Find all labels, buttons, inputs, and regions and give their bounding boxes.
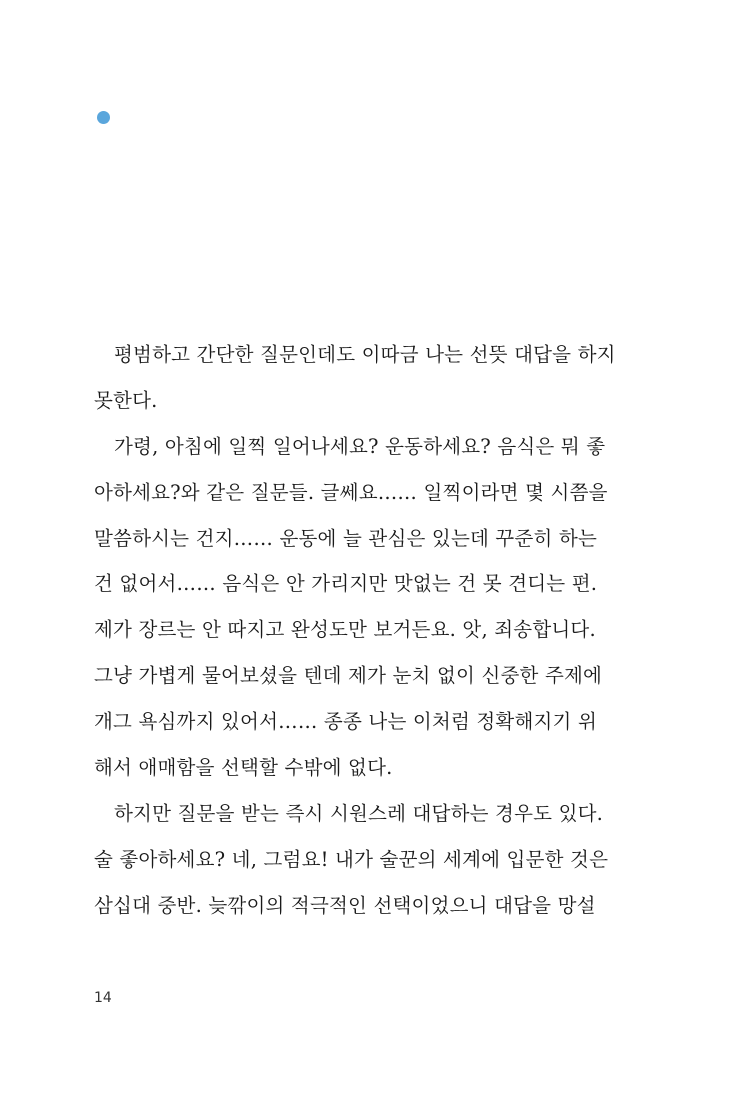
text-line: 못한다. [94, 388, 158, 412]
text-line: 술 좋아하세요? 네, 그럼요! 내가 술꾼의 세계에 입문한 것은 [94, 847, 609, 871]
text-line: 가령, 아침에 일찍 일어나세요? 운동하세요? 음식은 뭐 좋 [114, 434, 606, 458]
chapter-marker-dot [97, 111, 110, 124]
text-line: 삼십대 중반. 늦깎이의 적극적인 선택이었으니 대답을 망설 [94, 893, 596, 917]
text-line: 말씀하시는 건지…… 운동에 늘 관심은 있는데 꾸준히 하는 [94, 526, 598, 550]
text-line: 제가 장르는 안 따지고 완성도만 보거든요. 앗, 죄송합니다. [94, 618, 596, 642]
text-line: 그냥 가볍게 물어보셨을 텐데 제가 눈치 없이 신중한 주제에 [94, 664, 603, 688]
text-line: 아하세요?와 같은 질문들. 글쎄요…… 일찍이라면 몇 시쯤을 [94, 480, 608, 504]
page-number: 14 [94, 990, 112, 1006]
text-line: 하지만 질문을 받는 즉시 시원스레 대답하는 경우도 있다. [114, 801, 604, 825]
text-line: 해서 애매함을 선택할 수밖에 없다. [94, 756, 393, 780]
text-line: 평범하고 간단한 질문인데도 이따금 나는 선뜻 대답을 하지 [114, 343, 616, 366]
text-line: 건 없어서…… 음식은 안 가리지만 맛없는 건 못 견디는 편. [94, 572, 598, 596]
text-line: 개그 욕심까지 있어서…… 종종 나는 이처럼 정확해지기 위 [94, 710, 598, 734]
body-text [94, 332, 614, 929]
